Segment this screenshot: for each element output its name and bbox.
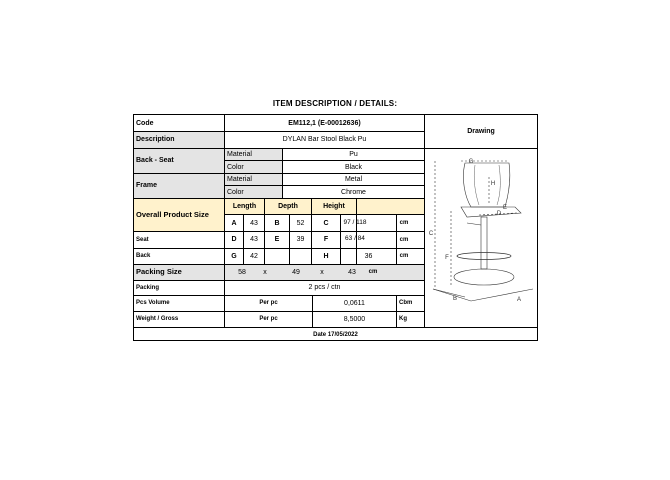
page-title: ITEM DESCRIPTION / DETAILS: xyxy=(272,99,398,108)
base-plate xyxy=(454,269,514,285)
packing-size-height: 43 xyxy=(348,268,356,276)
frame-color-label: Color xyxy=(227,188,244,196)
diagram-label-c: C xyxy=(428,231,434,237)
cylinder-shape xyxy=(481,217,487,269)
height-header: Height xyxy=(323,203,345,210)
packing-size-x1: x xyxy=(263,268,267,276)
dim-c-value: 97 / 118 xyxy=(343,218,367,226)
dim-d-value: 43 xyxy=(250,236,258,243)
dim-b-value: 52 xyxy=(296,219,305,227)
spec-sheet xyxy=(133,114,538,341)
diagram-label-a: A xyxy=(516,297,522,303)
packing-label: Packing xyxy=(136,284,160,291)
stool-drawing xyxy=(425,149,537,327)
pcs-volume-value: 0,0611 xyxy=(344,299,365,307)
backseat-color-label: Color xyxy=(227,163,244,171)
overall-unit: cm xyxy=(399,220,409,226)
pcs-volume-per: Per pc xyxy=(259,300,278,306)
diagram-label-f: F xyxy=(445,255,449,261)
date-label: Date 17/05/2022 xyxy=(313,331,358,338)
frame-label: Frame xyxy=(136,182,158,189)
back-unit: cm xyxy=(399,253,409,259)
diagram-label-h: H xyxy=(490,181,496,187)
weight-unit: Kg xyxy=(399,316,407,322)
diagram-label-b: B xyxy=(452,296,458,302)
length-header: Length xyxy=(232,203,257,210)
seat-shape xyxy=(461,207,521,217)
footrest-ring xyxy=(457,253,511,260)
dim-f-value: 63 / 84 xyxy=(345,235,365,243)
code-value: EM112,1 (E-00012636) xyxy=(288,119,361,127)
dim-h-value: 36 xyxy=(364,252,373,260)
frame-material-label: Material xyxy=(227,175,252,183)
packing-size-x2: x xyxy=(320,268,324,276)
frame-material-value: Metal xyxy=(344,175,363,183)
packing-value: 2 pcs / ctn xyxy=(308,284,341,291)
dim-d-label: D xyxy=(231,236,237,243)
code-label: Code xyxy=(136,119,154,127)
backseat-material-label: Material xyxy=(227,150,252,158)
dim-b-label: B xyxy=(274,219,280,227)
weight-value: 8,5000 xyxy=(343,315,366,323)
dim-g-value: 42 xyxy=(250,252,258,260)
depth-header: Depth xyxy=(278,203,298,210)
description-label: Description xyxy=(136,136,175,143)
packing-size-width: 49 xyxy=(292,268,300,276)
weight-per: Per pc xyxy=(259,316,278,322)
description-value: DYLAN Bar Stool Black Pu xyxy=(282,136,367,143)
dim-a-value: 43 xyxy=(250,219,258,227)
dim-e-label: E xyxy=(274,236,280,243)
dim-a-label: A xyxy=(231,219,237,227)
frame-color-value: Chrome xyxy=(341,188,366,196)
drawing-label: Drawing xyxy=(467,128,495,135)
diagram-label-e: E xyxy=(502,205,508,211)
overall-label: Overall Product Size xyxy=(136,210,209,220)
dim-c-label: C xyxy=(323,219,329,227)
back-label: Back xyxy=(136,253,151,259)
backseat-color-value: Black xyxy=(344,163,363,171)
seat-label: Seat xyxy=(136,236,149,243)
dim-f-label: F xyxy=(323,236,329,243)
backseat-material-value: Pu xyxy=(349,150,358,158)
weight-label: Weight / Gross xyxy=(136,316,179,322)
backrest-shape xyxy=(463,163,509,207)
packing-size-unit: cm xyxy=(368,269,378,275)
diagram-label-g: G xyxy=(468,159,474,165)
pcs-volume-unit: Cbm xyxy=(399,300,413,306)
backseat-label: Back - Seat xyxy=(136,157,174,164)
diagram-label-d: D xyxy=(496,211,502,217)
dim-e-value: 39 xyxy=(296,236,305,243)
packing-size-length: 58 xyxy=(238,268,246,276)
pcs-volume-label: Pcs Volume xyxy=(136,300,170,306)
seat-unit: cm xyxy=(399,236,409,243)
dim-g-label: G xyxy=(231,252,237,260)
packing-size-label: Packing Size xyxy=(136,267,182,277)
dim-h-label: H xyxy=(323,252,329,260)
